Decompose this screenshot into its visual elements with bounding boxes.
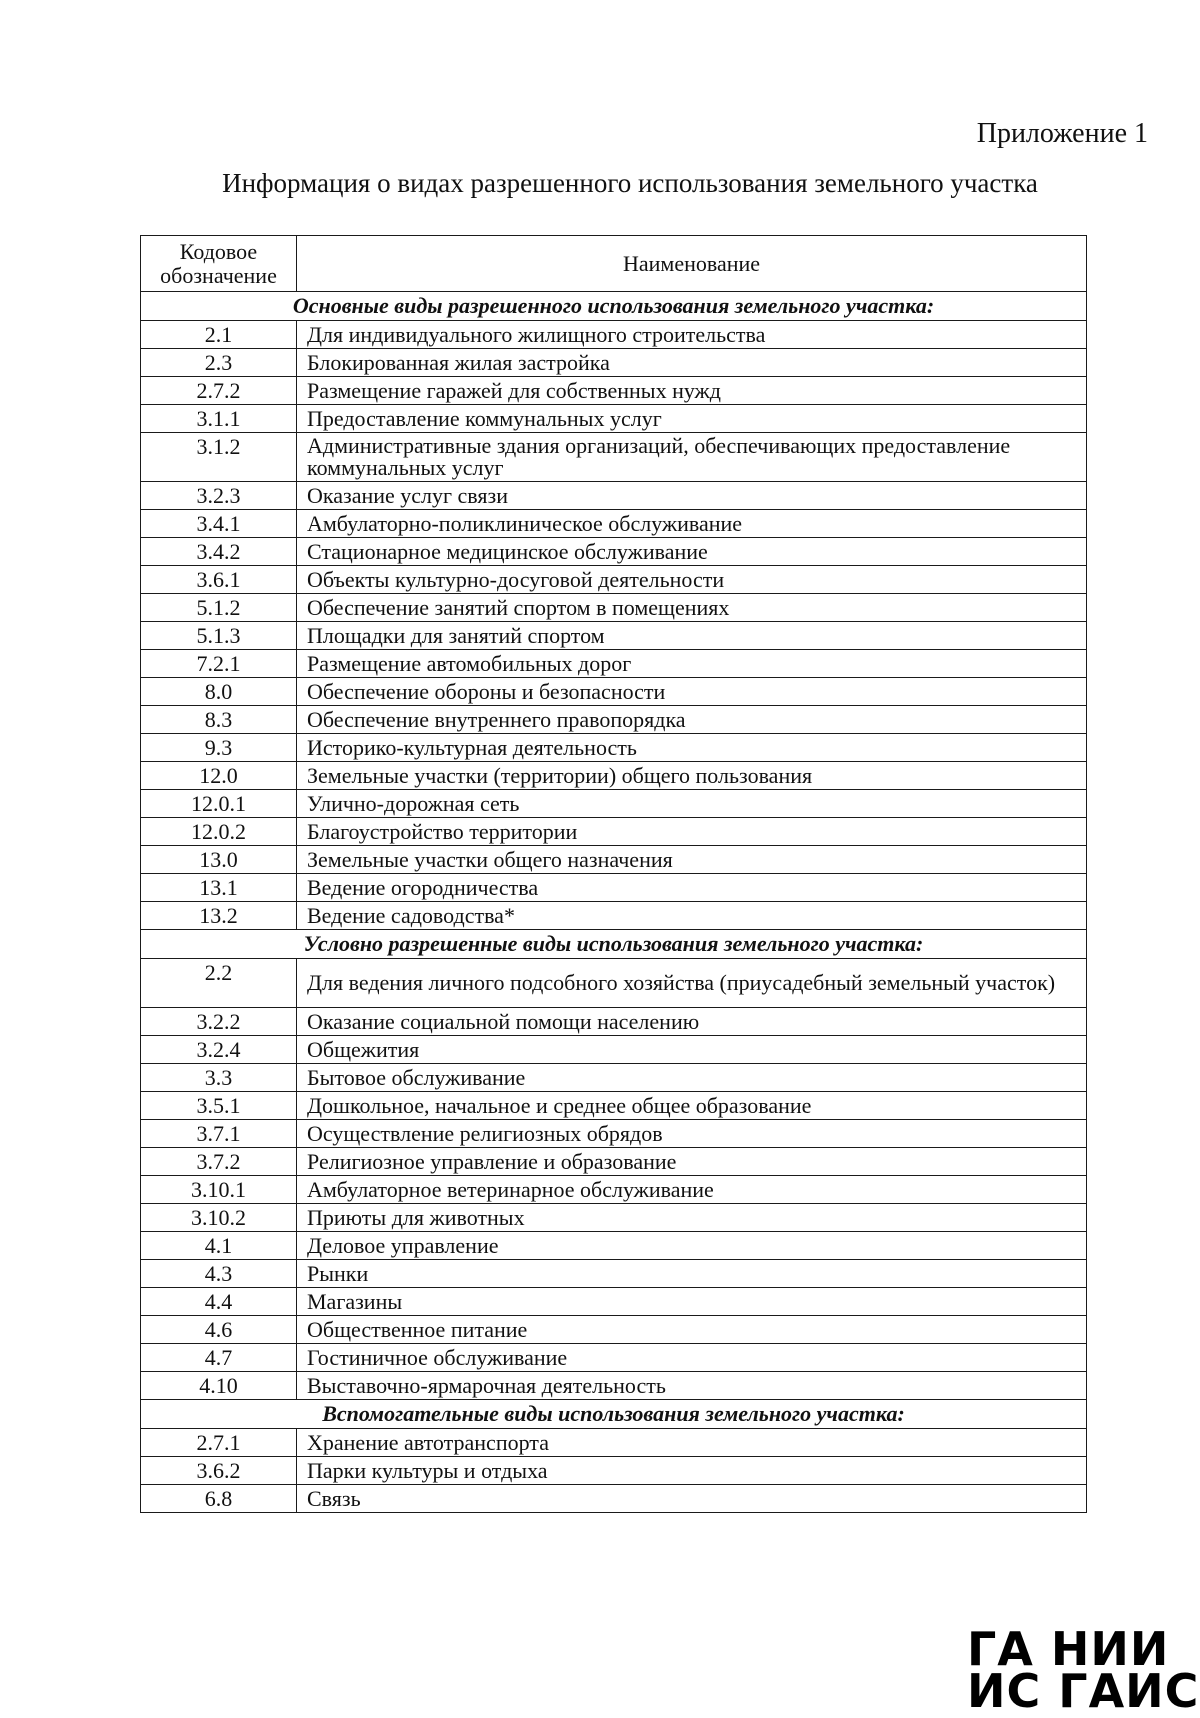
- code-cell: 2.2: [141, 959, 297, 1008]
- code-cell: 3.3: [141, 1064, 297, 1092]
- table-row: [141, 1485, 1087, 1513]
- name-cell: Бытовое обслуживание: [297, 1064, 1087, 1092]
- code-cell: 5.1.3: [141, 622, 297, 650]
- table-row: [141, 482, 1087, 510]
- name-cell: Выставочно-ярмарочная деятельность: [297, 1372, 1087, 1400]
- logo-line-2: ИС ГАИС: [967, 1664, 1200, 1718]
- table-row: [141, 538, 1087, 566]
- code-cell: 3.6.2: [141, 1457, 297, 1485]
- name-cell: Магазины: [297, 1288, 1087, 1316]
- code-cell: 7.2.1: [141, 650, 297, 678]
- table-body: [141, 292, 1087, 1513]
- table-row: [141, 622, 1087, 650]
- name-cell: Предоставление коммунальных услуг: [297, 405, 1087, 433]
- code-cell: 3.1.1: [141, 405, 297, 433]
- table-row: [141, 678, 1087, 706]
- table-row: [141, 1008, 1087, 1036]
- code-cell: 3.7.1: [141, 1120, 297, 1148]
- table-row: [141, 566, 1087, 594]
- name-cell: Площадки для занятий спортом: [297, 622, 1087, 650]
- name-cell: Обеспечение внутреннего правопорядка: [297, 706, 1087, 734]
- table-row: [141, 1232, 1087, 1260]
- table-row: [141, 650, 1087, 678]
- table-row: [141, 1176, 1087, 1204]
- name-cell: Земельные участки (территории) общего пользования: [297, 762, 1087, 790]
- code-cell: 3.1.2: [141, 433, 297, 482]
- code-cell: 4.10: [141, 1372, 297, 1400]
- code-cell: 2.3: [141, 349, 297, 377]
- name-cell: Приюты для животных: [297, 1204, 1087, 1232]
- name-cell: Гостиничное обслуживание: [297, 1344, 1087, 1372]
- name-cell: Деловое управление: [297, 1232, 1087, 1260]
- name-cell: Общежития: [297, 1036, 1087, 1064]
- table-row: [141, 1316, 1087, 1344]
- section-heading-row: [141, 1400, 1087, 1429]
- name-cell: Улично-дорожная сеть: [297, 790, 1087, 818]
- table-row: [141, 1148, 1087, 1176]
- table-row: [141, 1064, 1087, 1092]
- header-code: [141, 236, 297, 292]
- appendix-label: Приложение 1: [976, 118, 1148, 149]
- table-row: [141, 433, 1087, 482]
- name-cell: Размещение гаражей для собственных нужд: [297, 377, 1087, 405]
- code-cell: 2.1: [141, 321, 297, 349]
- code-cell: 5.1.2: [141, 594, 297, 622]
- name-cell: Общественное питание: [297, 1316, 1087, 1344]
- logo-line-1: ГА НИИ: [967, 1622, 1170, 1676]
- code-cell: 2.7.2: [141, 377, 297, 405]
- code-cell: 13.0: [141, 846, 297, 874]
- code-cell: 12.0.1: [141, 790, 297, 818]
- table-row: [141, 1036, 1087, 1064]
- table-row: [141, 959, 1087, 1008]
- table-header-row: [141, 236, 1087, 292]
- name-cell: Парки культуры и отдыха: [297, 1457, 1087, 1485]
- table-row: [141, 902, 1087, 930]
- table-row: [141, 734, 1087, 762]
- header-code-line2: обозначение: [160, 262, 277, 288]
- code-cell: 3.7.2: [141, 1148, 297, 1176]
- code-cell: 8.0: [141, 678, 297, 706]
- name-cell: Для индивидуального жилищного строительства: [297, 321, 1087, 349]
- section-heading-row: [141, 930, 1087, 959]
- code-cell: 3.4.1: [141, 510, 297, 538]
- code-cell: 8.3: [141, 706, 297, 734]
- code-cell: 12.0: [141, 762, 297, 790]
- name-cell: Блокированная жилая застройка: [297, 349, 1087, 377]
- table-row: [141, 1288, 1087, 1316]
- header-code-line1: Кодовое: [179, 238, 258, 264]
- name-cell: Рынки: [297, 1260, 1087, 1288]
- name-cell: Осуществление религиозных обрядов: [297, 1120, 1087, 1148]
- code-cell: 9.3: [141, 734, 297, 762]
- name-cell: Историко-культурная деятельность: [297, 734, 1087, 762]
- name-cell: Ведение огородничества: [297, 874, 1087, 902]
- code-cell: 4.3: [141, 1260, 297, 1288]
- table-row: [141, 706, 1087, 734]
- table-row: [141, 1344, 1087, 1372]
- section-heading: Условно разрешенные виды использования земельного участка:: [141, 930, 1087, 959]
- table-row: [141, 762, 1087, 790]
- section-heading: Вспомогательные виды использования земельного участка:: [141, 1400, 1087, 1429]
- code-cell: 3.5.1: [141, 1092, 297, 1120]
- code-cell: 6.8: [141, 1485, 297, 1513]
- name-cell: Объекты культурно-досуговой деятельности: [297, 566, 1087, 594]
- code-cell: 4.6: [141, 1316, 297, 1344]
- code-cell: 3.4.2: [141, 538, 297, 566]
- code-cell: 4.7: [141, 1344, 297, 1372]
- code-cell: 13.1: [141, 874, 297, 902]
- code-cell: 3.10.2: [141, 1204, 297, 1232]
- name-cell: Связь: [297, 1485, 1087, 1513]
- name-cell: Амбулаторно-поликлиническое обслуживание: [297, 510, 1087, 538]
- code-cell: 12.0.2: [141, 818, 297, 846]
- code-cell: 3.2.2: [141, 1008, 297, 1036]
- code-cell: 3.2.3: [141, 482, 297, 510]
- code-cell: 3.10.1: [141, 1176, 297, 1204]
- code-cell: 3.6.1: [141, 566, 297, 594]
- code-cell: 2.7.1: [141, 1429, 297, 1457]
- name-cell: Для ведения личного подсобного хозяйства (приусадебный земельный участок): [297, 959, 1087, 1008]
- table-row: [141, 1092, 1087, 1120]
- header-name: Наименование: [297, 236, 1087, 292]
- table-row: [141, 790, 1087, 818]
- institute-logo: [967, 1622, 1200, 1718]
- name-cell: Оказание услуг связи: [297, 482, 1087, 510]
- name-cell: Дошкольное, начальное и среднее общее образование: [297, 1092, 1087, 1120]
- table-row: [141, 1457, 1087, 1485]
- code-cell: 13.2: [141, 902, 297, 930]
- name-cell: Оказание социальной помощи населению: [297, 1008, 1087, 1036]
- code-cell: 4.4: [141, 1288, 297, 1316]
- table-row: [141, 1120, 1087, 1148]
- name-cell: Благоустройство территории: [297, 818, 1087, 846]
- name-cell: Обеспечение занятий спортом в помещениях: [297, 594, 1087, 622]
- name-cell: Амбулаторное ветеринарное обслуживание: [297, 1176, 1087, 1204]
- table-row: [141, 874, 1087, 902]
- section-heading: Основные виды разрешенного использования земельного участка:: [141, 292, 1087, 321]
- table-row: [141, 377, 1087, 405]
- name-cell: Обеспечение обороны и безопасности: [297, 678, 1087, 706]
- name-cell: Религиозное управление и образование: [297, 1148, 1087, 1176]
- table-row: [141, 1260, 1087, 1288]
- code-cell: 4.1: [141, 1232, 297, 1260]
- document-title: Информация о видах разрешенного использования земельного участка: [222, 168, 1038, 198]
- section-heading-row: [141, 292, 1087, 321]
- name-cell: Размещение автомобильных дорог: [297, 650, 1087, 678]
- name-cell: Хранение автотранспорта: [297, 1429, 1087, 1457]
- name-cell: Земельные участки общего назначения: [297, 846, 1087, 874]
- name-cell: Административные здания организаций, обеспечивающих предоставление коммунальных услуг: [297, 433, 1087, 482]
- table-row: [141, 510, 1087, 538]
- table-row: [141, 1204, 1087, 1232]
- table-row: [141, 1372, 1087, 1400]
- name-cell: Ведение садоводства*: [297, 902, 1087, 930]
- table-row: [141, 1429, 1087, 1457]
- table-row: [141, 594, 1087, 622]
- land-use-table: [140, 235, 1087, 1513]
- table-row: [141, 846, 1087, 874]
- table-row: [141, 349, 1087, 377]
- code-cell: 3.2.4: [141, 1036, 297, 1064]
- table-row: [141, 405, 1087, 433]
- table-row: [141, 818, 1087, 846]
- name-cell: Стационарное медицинское обслуживание: [297, 538, 1087, 566]
- table-row: [141, 321, 1087, 349]
